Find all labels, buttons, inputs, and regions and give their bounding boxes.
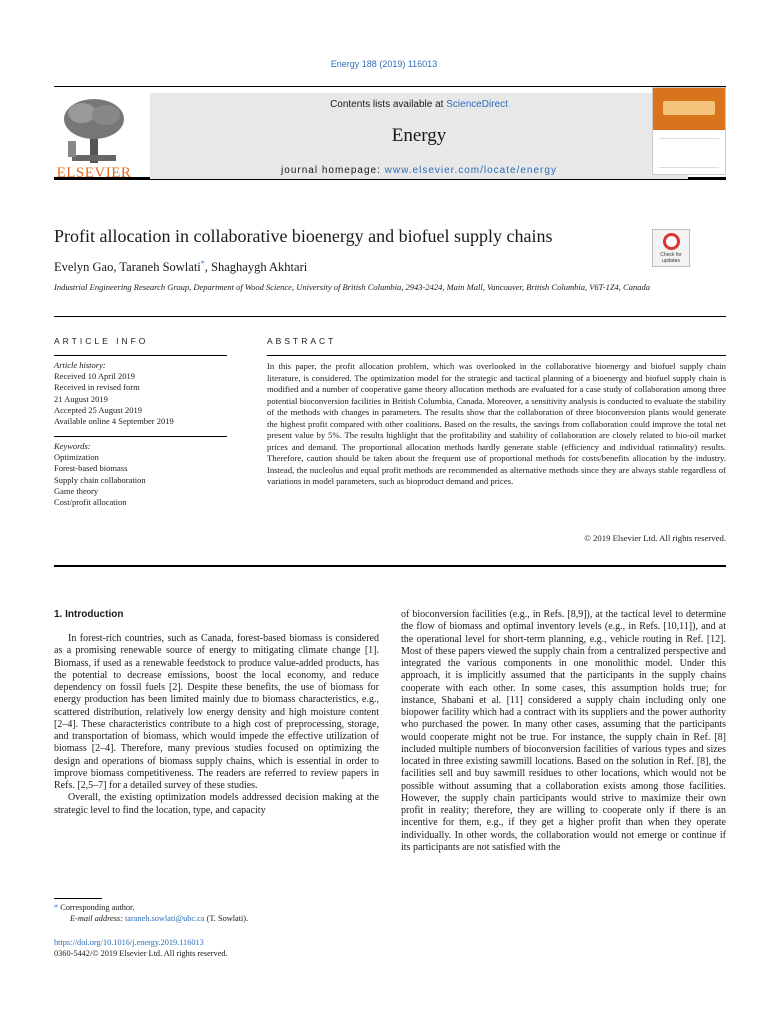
divider	[54, 316, 726, 317]
keyword: Cost/profit allocation	[54, 497, 127, 508]
divider	[54, 355, 227, 356]
history-label: Article history:	[54, 360, 106, 370]
doi-link[interactable]: https://doi.org/10.1016/j.energy.2019.116013	[54, 938, 204, 947]
sciencedirect-link[interactable]: ScienceDirect	[446, 99, 508, 110]
divider	[267, 355, 726, 356]
doi-block	[54, 937, 228, 959]
keywords-label: Keywords:	[54, 441, 91, 451]
paragraph: In forest-rich countries, such as Canada, forest-based biomass is considered as a promising renewable source of energy to mitigating climate change [1]. Biomass, if used as a renewable feedstock to produce value-added products, has the potential to decrease emissions, boost the local economy, and reduce dependency on fossil fuels [2]. Despite these benefits, the use of biomass for energy production has been limited mainly due to biomass characteristics, e.g., scattered distribution, relatively low energy density and high moisture content [2–4]. These characteristics contribute to a high cost of preprocessing, storage, and transportation of biomass, which would impede the effective utilization of biomass [2–4]. Therefore, many previous studies focused on optimizing the design and operations of biomass supply chains, which is essential in order to improve biomass competitiveness. The readers are referred to review papers in Refs. [2,5–7] for a detailed survey of these studies.	[54, 633, 379, 791]
author-email-link[interactable]: taraneh.sowlati@ubc.ca	[125, 914, 205, 923]
author-list	[54, 259, 307, 275]
introduction-heading: 1. Introduction	[54, 609, 124, 620]
footnote-star: *	[54, 903, 59, 912]
check-updates-label: Check for updates	[660, 252, 682, 264]
body-column-left	[54, 633, 379, 817]
author-affiliation: Industrial Engineering Research Group, Department of Wood Science, University of British Columbia, 2943-2424, Main Mall, Vancouver, British Columbia, V6T-1Z4, Canada	[54, 282, 650, 292]
abstract-copyright: © 2019 Elsevier Ltd. All rights reserved.	[584, 533, 726, 543]
contents-line	[150, 99, 688, 110]
elsevier-wordmark: ELSEVIER	[56, 165, 132, 181]
journal-title: Energy	[391, 125, 447, 146]
journal-cover-image[interactable]	[652, 87, 726, 175]
email-suffix: (T. Sowlati).	[204, 914, 249, 923]
body-column-right	[401, 609, 726, 854]
footnote-divider	[54, 898, 102, 899]
keywords	[54, 441, 146, 508]
article-info-heading: ARTICLE INFO	[54, 336, 149, 346]
email-label: E-mail address:	[70, 914, 125, 923]
journal-citation[interactable]: Energy 188 (2019) 116013	[330, 59, 438, 69]
paragraph: Overall, the existing optimization models addressed decision making at the strategic level to find the location, type, and capacity	[54, 792, 379, 816]
abstract-text: In this paper, the profit allocation problem, which was overlooked in the collaborative bioenergy and biofuel supply chain literature, is considered. The optimization model for the strategic and tactical planning of a bioenergy and biofuel supply chain is modified and a number of cooperative game theory allocation methods are evaluated for a case study of collaboration among three potential bioconversion facilities in British Columbia, Canada. Moreover, a sensitivity analysis is conducted to evaluate the stability of the methods with changes in parameters. The results show that the collaboration of three bioconversion plants would generate the highest profit compared with other coalitions. Based on the results, the savings from collaboration could improve the total net present value by 5%. The results highlight that the profitability and stability of collaboration are closely related to bio-oil market prices and demand. The proportional allocation methods hardly generate stable (efficiency and individual rationality) results. Therefore, caution should be taken about the frequent use of proportional methods for costs/benefits allocation by the industry. Instead, the nucleolus and equal profit methods are recommended as alternative methods since they are always stable regardless of variations in model parameters, such as bioproduct demand and prices.	[267, 361, 726, 487]
keyword: Forest-based biomass	[54, 463, 128, 474]
author-names: Evelyn Gao, Taraneh Sowlati	[54, 260, 201, 275]
divider	[54, 436, 227, 437]
corresponding-author-mark[interactable]: *	[200, 259, 205, 268]
divider	[54, 565, 726, 567]
cover-band	[653, 88, 725, 130]
article-history	[54, 360, 174, 427]
issn-copyright: 0360-5442/© 2019 Elsevier Ltd. All rights reserved.	[54, 949, 228, 958]
cover-lines	[659, 138, 719, 168]
history-item: 21 August 2019	[54, 393, 108, 404]
article-title: Profit allocation in collaborative bioenergy and biofuel supply chains	[54, 226, 553, 246]
keyword: Supply chain collaboration	[54, 474, 146, 485]
keyword: Optimization	[54, 452, 99, 463]
corresponding-author-note: Corresponding author.	[58, 903, 135, 912]
paragraph: of bioconversion facilities (e.g., in Refs. [8,9]), at the tactical level to determine the flow of biomass and optimal inventory levels (e.g., in Refs. [10,11]), and at the operational level for short-term planning, e.g., vehicle routing in Ref. [12]. Most of these papers viewed the supply chain from a centralized perspective and integrated the various components in one monolithic model. Under this approach, it is implicitly assumed that the participants in the supply chains cooperate with each other. In some cases, this assumption holds true; for instance, Shabani et al. [11] considered a supply chain including only one biopower facility which had a contract with its suppliers and the power authority who purchased the power. In many other cases, assuming that the participants would cooperate might not be true. For instance, the supply chain in Ref. [8] included multiple numbers of bioconversion facilities of various types and sizes located in three existing sawmill locations. Based on the solution in Ref. [8], the facilities sell and buy sawmill residues to other locations, which would not be possible without assuming that a collaboration exists among those facilities. However, the supply chain participants would strive to maximize their own profit in reality; therefore, they are willing to cooperate only if there is an incentive for them, e.g., if they get a higher profit than when they operate individually. In other words, the collaboration would not emerge or continue if its participants are not satisfied with the	[401, 609, 726, 853]
contents-prefix: Contents lists available at	[330, 99, 447, 110]
abstract-heading: ABSTRACT	[267, 336, 337, 346]
journal-homepage-link[interactable]: www.elsevier.com/locate/energy	[384, 165, 557, 176]
journal-info-box	[150, 93, 688, 179]
journal-masthead	[54, 86, 726, 180]
history-item: Received in revised form	[54, 382, 140, 393]
footnote	[54, 902, 248, 924]
history-item: Received 10 April 2019	[54, 371, 135, 382]
history-item: Available online 4 September 2019	[54, 416, 174, 427]
history-item: Accepted 25 August 2019	[54, 404, 143, 415]
check-updates-icon	[663, 233, 680, 250]
homepage-prefix: journal homepage:	[281, 165, 385, 176]
author-names-rest: , Shaghaygh Akhtari	[204, 260, 308, 275]
keyword: Game theory	[54, 485, 99, 496]
homepage-line	[150, 165, 688, 176]
cover-title-block	[663, 101, 715, 115]
check-for-updates-button[interactable]	[652, 229, 690, 267]
